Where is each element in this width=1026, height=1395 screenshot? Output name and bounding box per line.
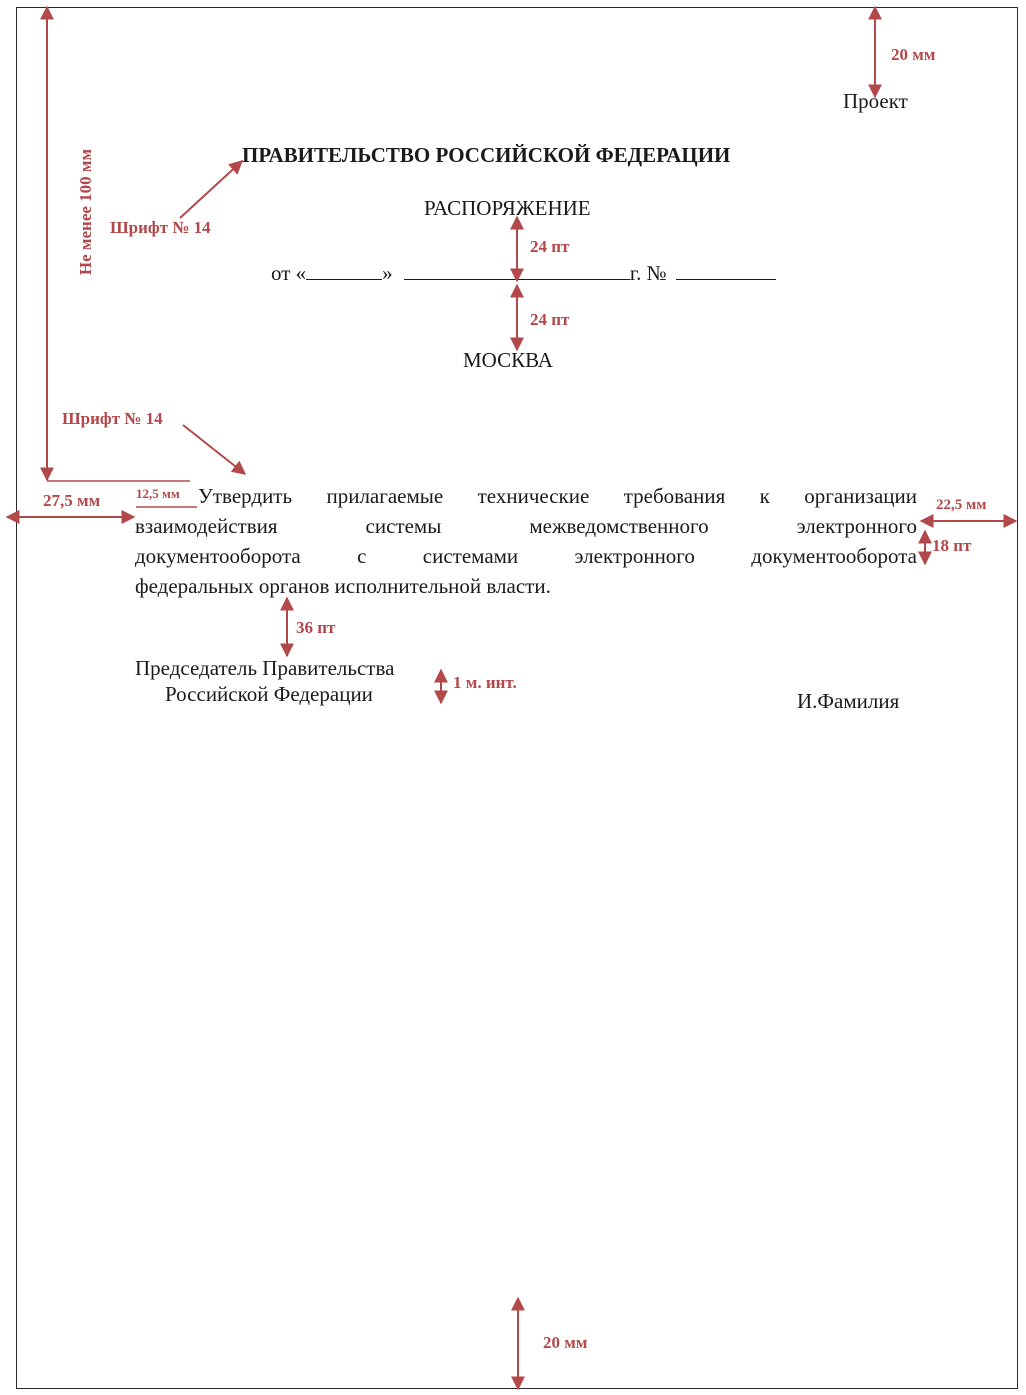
- city-spacing-label: 24 пт: [530, 310, 570, 329]
- city: МОСКВА: [463, 348, 553, 372]
- date-prefix: от «: [271, 261, 307, 285]
- body-line-1: Утвердить прилагаемые технические требования к организации: [198, 484, 917, 508]
- signatory-position-line-1: Председатель Правительства: [135, 656, 395, 680]
- body-line-3: документооборота с системами электронного документооборота: [135, 544, 917, 568]
- indent-label: 12,5 мм: [136, 486, 180, 501]
- issuer-font-label: Шрифт № 14: [110, 218, 211, 237]
- signatory-position-line-2: Российской Федерации: [165, 682, 373, 706]
- line-spacing-label: 18 пт: [932, 536, 972, 555]
- body-font-label: Шрифт № 14: [62, 409, 163, 428]
- doctype-spacing-label: 24 пт: [530, 237, 570, 256]
- signatory-name: И.Фамилия: [797, 689, 900, 713]
- left-margin-label: 27,5 мм: [43, 491, 101, 510]
- top-margin-label: 20 мм: [891, 45, 936, 64]
- signature-spacing-label: 36 пт: [296, 618, 336, 637]
- issuer-heading: ПРАВИТЕЛЬСТВО РОССИЙСКОЙ ФЕДЕРАЦИИ: [242, 143, 731, 167]
- body-line-4: федеральных органов исполнительной власти.: [135, 574, 551, 598]
- document-type: РАСПОРЯЖЕНИЕ: [424, 196, 591, 220]
- header-height-label: Не менее 100 мм: [76, 148, 95, 276]
- date-quote-close: »: [382, 261, 393, 285]
- body-font-pointer: [183, 425, 245, 474]
- body-line-2: взаимодействия системы межведомственного электронного: [135, 514, 917, 538]
- right-margin-label: 22,5 мм: [936, 497, 987, 513]
- issuer-font-pointer: [180, 161, 242, 218]
- year-suffix: г. №: [629, 261, 667, 285]
- document-status: Проект: [843, 89, 908, 113]
- signature-line-spacing-label: 1 м. инт.: [453, 673, 517, 692]
- bottom-margin-label: 20 мм: [543, 1333, 588, 1352]
